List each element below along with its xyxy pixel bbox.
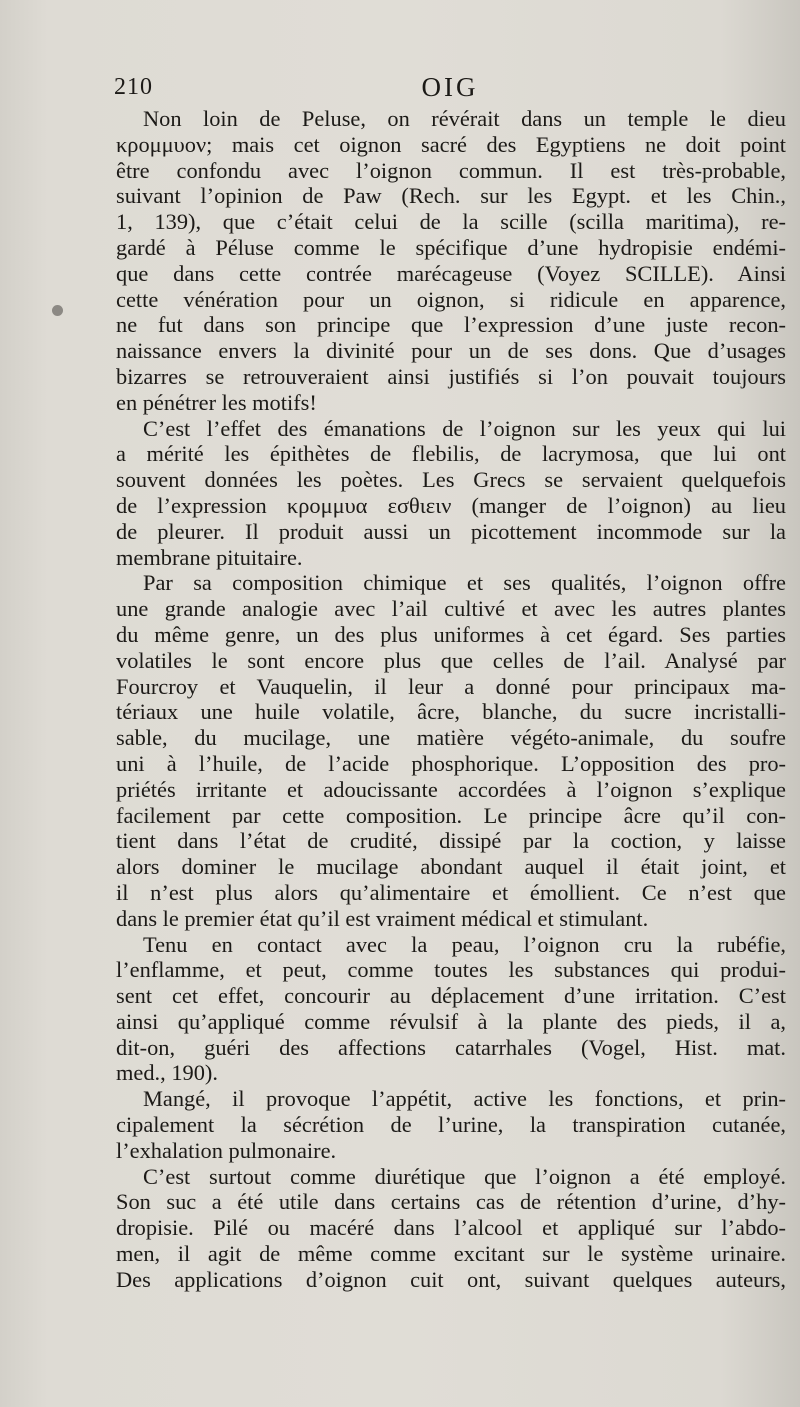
text-line: cipalement la sécrétion de l’urine, la transpiration cutanée, [116, 1112, 786, 1138]
text-line: Non loin de Peluse, on révérait dans un temple le dieu [143, 106, 786, 131]
text-line: de pleurer. Il produit aussi un picottement incommode sur la [116, 518, 786, 544]
body-text [116, 106, 786, 1293]
text-line: être confondu avec l’oignon commun. Il est très-probable, [116, 157, 786, 183]
text-line: gardé à Péluse comme le spécifique d’une hydropisie endémi- [116, 234, 786, 260]
text-line: κρομμυον; mais cet oignon sacré des Egyptiens ne doit point [116, 131, 786, 157]
text-line: dit-on, guéri des affections catarrhales (Vogel, Hist. mat. [116, 1034, 786, 1060]
text-line: C’est l’effet des émanations de l’oignon sur les yeux qui lui [143, 415, 786, 441]
text-line: il n’est plus alors qu’alimentaire et émollient. Ce n’est que [116, 879, 786, 905]
text-line: C’est surtout comme diurétique que l’oignon a été employé. [143, 1163, 786, 1189]
text-line: sable, du mucilage, une matière végéto-animale, du soufre [116, 725, 786, 751]
text-line: une grande analogie avec l’ail cultivé et avec les autres plantes [116, 596, 786, 622]
text-line: souvent données les poètes. Les Grecs se servaient quelquefois [116, 467, 786, 493]
ink-spot [52, 305, 63, 316]
text-line: dropisie. Pilé ou macéré dans l’alcool et appliqué sur l’abdo- [116, 1215, 786, 1241]
text-line: uni à l’huile, de l’acide phosphorique. L’opposition des pro- [116, 750, 786, 776]
text-line: Par sa composition chimique et ses qualités, l’oignon offre [143, 570, 786, 596]
text-line: a mérité les épithètes de flebilis, de lacrymosa, que lui ont [116, 441, 786, 467]
text-line: membrane pituitaire. [116, 544, 303, 570]
text-line: bizarres se retrouveraient ainsi justifiés si l’on pouvait toujours [116, 363, 786, 389]
text-line: Mangé, il provoque l’appétit, active les fonctions, et prin- [143, 1086, 786, 1112]
running-head: OIG [421, 72, 479, 102]
text-line: priétés irritante et adoucissante accordées à l’oignon s’explique [116, 776, 786, 802]
text-line: l’enflamme, et peut, comme toutes les substances qui produi- [116, 957, 786, 983]
text-line: volatiles le sont encore plus que celles de l’ail. Analysé par [116, 647, 786, 673]
text-line: ainsi qu’appliqué comme révulsif à la plante des pieds, il a, [116, 1008, 786, 1034]
text-line: Fourcroy et Vauquelin, il leur a donné pour principaux ma- [116, 673, 786, 699]
text-line: en pénétrer les motifs! [116, 389, 317, 415]
page-header [114, 74, 786, 104]
text-line: facilement par cette composition. Le principe âcre qu’il con- [116, 802, 786, 828]
text-line: tient dans l’état de crudité, dissipé par la coction, y laisse [116, 828, 786, 854]
page-number: 210 [114, 74, 153, 100]
text-line: cette vénération pour un oignon, si ridicule en apparence, [116, 286, 786, 312]
text-line: suivant l’opinion de Paw (Rech. sur les Egypt. et les Chin., [116, 183, 786, 209]
text-line: Son suc a été utile dans certains cas de rétention d’urine, d’hy- [116, 1189, 786, 1215]
text-line: du même genre, un des plus uniformes à cet égard. Ses parties [116, 621, 786, 647]
text-line: de l’expression κρομμυα εσθιειν (manger de l’oignon) au lieu [116, 492, 786, 518]
text-line: 1, 139), que c’était celui de la scille (scilla maritima), re- [116, 209, 786, 235]
text-line: que dans cette contrée marécageuse (Voyez SCILLE). Ainsi [116, 260, 786, 286]
text-line: Tenu en contact avec la peau, l’oignon cru la rubéfie, [143, 931, 786, 957]
text-line: Des applications d’oignon cuit ont, suivant quelques auteurs, [116, 1266, 786, 1292]
text-line: dans le premier état qu’il est vraiment médical et stimulant. [116, 905, 649, 931]
text-line: men, il agit de même comme excitant sur le système urinaire. [116, 1241, 786, 1267]
text-line: sent cet effet, concourir au déplacement d’une irritation. C’est [116, 983, 786, 1009]
text-line: ne fut dans son principe que l’expression d’une juste recon- [116, 312, 786, 338]
text-line: med., 190). [116, 1060, 218, 1086]
text-line: naissance envers la divinité pour un de ses dons. Que d’usages [116, 338, 786, 364]
text-line: tériaux une huile volatile, âcre, blanche, du sucre incristalli- [116, 699, 786, 725]
text-line: l’exhalation pulmonaire. [116, 1137, 337, 1163]
text-line: alors dominer le mucilage abondant auquel il était joint, et [116, 854, 786, 880]
